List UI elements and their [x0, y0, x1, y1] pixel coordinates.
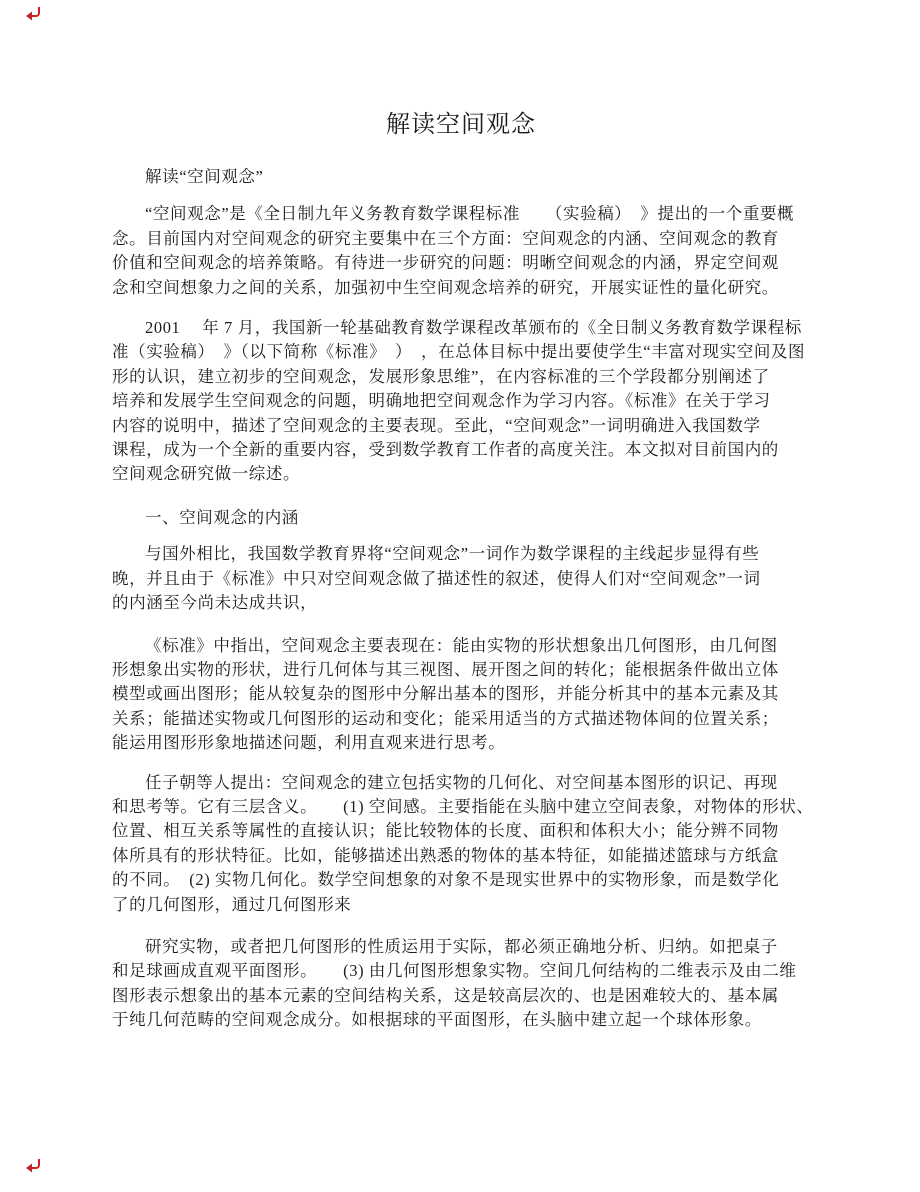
- corner-mark-top-icon: [24, 5, 42, 23]
- text-line: 了的几何图形，通过几何图形来: [112, 894, 352, 914]
- text-line: 形想象出实物的形状，进行几何体与其三视图、展开图之间的转化；能根据条件做出立体: [112, 659, 779, 679]
- section-heading-text: 一、空间观念的内涵: [145, 507, 299, 527]
- text-line: 和足球画成直观平面图形。 (3) 由几何图形想象实物。空间几何结构的二维表示及由二维: [112, 961, 797, 981]
- text-line: 解读“空间观念”: [145, 167, 264, 186]
- text-line: 课程，成为一个全新的重要内容，受到数学教育工作者的高度关注。本文拟对目前国内的: [112, 440, 779, 460]
- paragraph-renzichao: [112, 771, 814, 917]
- text-line: 念和空间想象力之间的关系，加强初中生空间观念培养的研究，开展实证性的量化研究。: [112, 277, 779, 297]
- text-line: 任子朝等人提出：空间观念的建立包括实物的几何化、对空间基本图形的识记、再现: [145, 772, 778, 792]
- text-line: 准（实验稿） 》（以下简称《标准》 ） ，在总体目标中提出要使学生“丰富对现实空间及图: [112, 342, 806, 362]
- text-line: 念。目前国内对空间观念的研究主要集中在三个方面：空间观念的内涵、空间观念的教育: [112, 228, 779, 248]
- text-line: 空间观念研究做一综述。: [112, 464, 301, 484]
- text-line: “空间观念”是《全日制九年义务教育数学课程标准 （实验稿） 》提出的一个重要概: [145, 204, 795, 224]
- text-line: 位置、相互关系等属性的直接认识；能比较物体的长度、面积和体积大小；能分辨不同物: [112, 821, 779, 841]
- text-line: 《标准》中指出，空间观念主要表现在：能由实物的形状想象出几何图形，由几何图: [145, 635, 778, 655]
- text-line: 体所具有的形状特征。比如，能够描述出熟悉的物体的基本特征，如能描述篮球与方纸盒: [112, 845, 779, 865]
- text-line: 于纯几何范畴的空间观念成分。如根据球的平面图形，在头脑中建立起一个球体形象。: [112, 1010, 762, 1030]
- text-line: 培养和发展学生空间观念的问题，明确地把空间观念作为学习内容。《标准》在关于学习: [112, 391, 771, 411]
- text-line: 图形表示想象出的基本元素的空间结构关系，这是较高层次的、也是困难较大的、基本属: [112, 985, 779, 1005]
- text-line: 关系；能描述实物或几何图形的运动和变化；能采用适当的方式描述物体间的位置关系；: [112, 708, 779, 728]
- text-line: 形的认识，建立初步的空间观念，发展形象思维”，在内容标准的三个学段都分别阐述了: [112, 366, 770, 386]
- text-line: 模型或画出图形；能从较复杂的图形中分解出基本的图形，并能分析其中的基本元素及其: [112, 684, 779, 704]
- paragraph-comparison: [112, 542, 810, 615]
- paragraph-intro-label: [112, 165, 810, 189]
- paragraph-overview: [112, 202, 810, 300]
- document-title: 解读空间观念: [386, 112, 536, 138]
- text-line: 2001 年 7 月，我国新一轮基础教育数学课程改革颁布的《全日制义务教育数学课程标: [145, 318, 802, 338]
- corner-mark-bottom-icon: [24, 1157, 42, 1175]
- text-line: 研究实物，或者把几何图形的性质运用于实际，都必须正确地分析、归纳。如把桌子: [145, 936, 778, 956]
- paragraph-geometrization: [112, 935, 810, 1033]
- paragraph-standard-description: [112, 634, 810, 756]
- text-line: 的不同。 (2) 实物几何化。数学空间想象的对象不是现实世界中的实物形象，而是数学化: [112, 870, 780, 890]
- text-line: 晚，并且由于《标准》中只对空间观念做了描述性的叙述，使得人们对“空间观念”一词: [112, 568, 761, 588]
- paragraph-2001-standard: [112, 316, 810, 487]
- text-line: 价值和空间观念的培养策略。有待进一步研究的问题：明晰空间观念的内涵，界定空间观: [112, 253, 779, 273]
- text-line: 内容的说明中，描述了空间观念的主要表现。至此，“空间观念”一词明确进入我国数学: [112, 415, 761, 435]
- text-line: 和思考等。它有三层含义。 (1) 空间感。主要指能在头脑中建立空间表象，对物体的形状、: [112, 796, 814, 816]
- text-line: 的内涵至今尚未达成共识，: [112, 593, 318, 613]
- text-line: 能运用图形形象地描述问题，利用直观来进行思考。: [112, 733, 506, 753]
- text-line: 与国外相比，我国数学教育界将“空间观念”一词作为数学课程的主线起步显得有些: [145, 544, 760, 564]
- section-heading: [112, 506, 810, 530]
